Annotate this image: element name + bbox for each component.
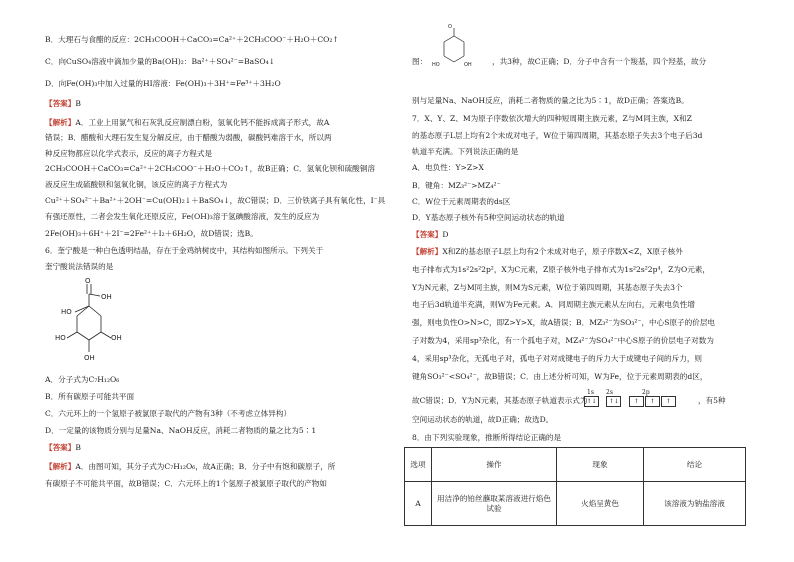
chloro-product-structure (424, 22, 484, 82)
cell-phenomenon: 火焰呈黄色 (557, 482, 644, 526)
atom-label: OH (464, 62, 472, 68)
text-line: 强，则电负性O>N>C，即Z>Y>X，故A错误；B．MZ₃²⁻为SO₃²⁻，中心S原子的价层电 (412, 318, 716, 327)
answer-line (45, 443, 81, 453)
orbital-box-2p: ↑ (645, 396, 660, 407)
text-line: 图： (412, 57, 428, 66)
option-d-line: D．Y基态原子核外有5种空间运动状态的轨道 (412, 213, 565, 222)
question-7-line: 轨道半充满。下列说法正确的是 (412, 147, 519, 156)
atom-label: O (448, 24, 452, 30)
atom-oh: OH (84, 354, 95, 362)
analysis-tag: 【解析】 (45, 462, 76, 471)
orbital-label-1s: 1s (587, 389, 594, 396)
cell-operation: 用洁净的铂丝蘸取某溶液进行焰色试验 (432, 482, 557, 526)
orbital-label-2s: 2s (606, 389, 613, 396)
quinic-acid-svg (55, 276, 135, 366)
text-line: 故C错误；D．Y为N元素，其基态原子轨道表示式为 (412, 396, 588, 405)
table-header-row (405, 448, 746, 482)
atom-oh: OH (101, 293, 112, 301)
answer-line (412, 230, 448, 240)
text-line: 液反应生成硫酸钡和氢氧化铜，该反应的离子方程式为 (45, 180, 228, 189)
answer-line (45, 99, 81, 109)
answer-tag: 【答案】 (45, 99, 76, 108)
text-line: 键角SO₃²⁻<SO₄²⁻，故B错误；C．由上述分析可知，W为Fe，位于元素周期表的d区， (412, 372, 708, 381)
text-line: 2CH₃COOH＋CaCO₃=Ca²⁺＋2CH₃COO⁻＋H₂O＋CO₂↑，故B正确；C．氢氧化钡和硫酸铜溶 (45, 164, 375, 173)
text-line: Y为N元素，Z与M同主族，则M为S元素，W位于第四周期，其基态原子失去3个 (412, 283, 683, 292)
option-c-line: C．W位于元素周期表的ds区 (412, 197, 511, 206)
text-line: 空间运动状态的轨道，故D正确；故选D。 (412, 415, 554, 424)
header-operation: 操作 (432, 448, 557, 482)
option-a-line: A．电负性：Y>Z>X (412, 163, 484, 172)
option-b-line: B．所有碳原子可能共平面 (45, 392, 135, 401)
answer-tag: 【答案】 (45, 443, 76, 452)
text-line: 有碳原子不可能共平面，故B错误；C．六元环上的1个氢原子被氯原子取代的产物如 (45, 479, 327, 488)
text-line: ，共3种，故C正确；D．分子中含有一个羧基，四个羟基，故分 (492, 57, 707, 66)
text-line: 4，采用sp³杂化，无孤电子对，孤电子对对成键电子的斥力大于成键电子间的斥力，则 (412, 354, 703, 363)
text-line: Cu²⁺＋SO₄²⁻＋Ba²⁺＋2OH⁻=Cu(OH)₂↓＋BaSO₄↓，故C错误；D．三价铁离子具有氧化性，I⁻具 (45, 196, 386, 205)
quinic-acid-structure (55, 276, 135, 366)
option-c-line: C．向CuSO₄溶液中滴加少量的Ba(OH)₂：Ba²⁺＋SO₄²⁻=BaSO₄↓ (45, 57, 276, 66)
option-b-line: B．大理石与食醋的反应：2CH₃COOH＋CaCO₃=Ca²⁺＋2CH₃COO⁻＋H₂O＋CO₂↑ (45, 35, 339, 44)
analysis-line: 【解析】A．工业上用氯气和石灰乳反应制漂白粉，氢氧化钙不能拆成离子形式，故A (45, 118, 330, 127)
text-line: 电子后3d轨道半充满，则W为Fe元素。A．同周期主族元素从左向右，元素电负性增 (412, 300, 695, 309)
text-line: 别与足量Na、NaOH反应，消耗二者物质的量之比为5∶1，故D正确；答案选B。 (412, 96, 689, 105)
orbital-box-2p: ↑ (661, 396, 676, 407)
question-7-line: 的基态原子L层上均有2个未成对电子，W位于第四周期，其基态原子失去3个电子后3d (412, 131, 703, 140)
text-line: 电子排布式为1s²2s²2p²，X为C元素，Z原子核外电子排布式为1s²2s²2p⁴，Z为O元素， (412, 265, 710, 274)
atom-oh: OH (111, 334, 122, 342)
orbital-box-2s: ↑↓ (606, 396, 621, 407)
header-phenomenon: 现象 (557, 448, 644, 482)
analysis-tag: 【解析】 (45, 118, 76, 127)
chloro-product-svg (424, 22, 484, 82)
orbital-box-1s: ↑↓ (584, 396, 599, 407)
option-a-line: A．分子式为C₇H₁₂O₆ (45, 375, 120, 384)
text-line: 错误；B．醋酸和大理石发生复分解反应，由于醋酸为弱酸，碳酸钙难溶于水，所以两 (45, 133, 332, 142)
cell-option: A (405, 482, 432, 526)
question-7-line: 7．X、Y、Z、M为原子序数依次增大的四种短周期主族元素，Z与M同主族，X和Z (412, 114, 692, 123)
question-6-line: 奎宁酸说法错误的是 (45, 262, 114, 271)
question-8-line: 8．由下列实验现象，推断所得结论正确的是 (412, 433, 562, 442)
answer-value: B (75, 443, 81, 452)
atom-label: HO (432, 62, 440, 68)
text-line: 2Fe(OH)₃＋6H⁺＋2I⁻=2Fe²⁺＋I₂＋6H₂O，故D错误；选B。 (45, 229, 258, 238)
text-line: 子对数为4，采用sp³杂化，有一个孤电子对，MZ₄²⁻为SO₄²⁻中心S原子的价层电子对数为 (412, 336, 714, 345)
option-c-line: C．六元环上的一个氢原子被氯原子取代的产物有3种（不考虑立体异构） (45, 409, 292, 418)
atom-ho: HO (61, 308, 72, 316)
answer-tag: 【答案】 (412, 230, 443, 239)
answer-value: D (442, 230, 449, 239)
experiment-table (404, 447, 746, 526)
orbital-label-2p: 2p (642, 389, 650, 396)
analysis-tag: 【解析】 (412, 247, 443, 256)
text-line: 有强还原性，二者会发生氧化还原反应，Fe(OH)₃溶于氢碘酸溶液，发生的反应为 (45, 212, 320, 221)
text-line: 种反应物都应以化学式表示，反应的离子方程式是 (45, 149, 213, 158)
header-conclusion: 结论 (644, 448, 746, 482)
header-option: 选项 (405, 448, 432, 482)
text-line: ，有5种 (698, 396, 726, 405)
option-d-line: D．向Fe(OH)₃中加入过量的HI溶液：Fe(OH)₃＋3H⁺=Fe³⁺＋3H₂O (45, 79, 281, 88)
option-d-line: D．一定量的该物质分别与足量Na、NaOH反应，消耗二者物质的量之比为5∶1 (45, 426, 317, 435)
answer-value: B (75, 99, 81, 108)
cell-conclusion: 该溶液为钠盐溶液 (644, 482, 746, 526)
table-row (405, 482, 746, 526)
analysis-line: 【解析】A．由图可知，其分子式为C₇H₁₂O₆，故A正确；B．分子中有饱和碳原子，所 (45, 462, 336, 471)
analysis-line: 【解析】X和Z的基态原子L层上均有2个未成对电子，原子序数X<Z，X原子核外 (412, 247, 683, 256)
orbital-box-2p: ↑ (629, 396, 644, 407)
atom-o: O (85, 277, 91, 285)
option-b-line: B．键角：MZ₃²⁻>MZ₄²⁻ (412, 181, 501, 190)
orbital-diagram (584, 388, 677, 407)
question-6-line: 6．奎宁酸是一种白色透明结晶，存在于金鸡纳树皮中，其结构如图所示。下列关于 (45, 246, 324, 255)
atom-ho: HO (55, 334, 66, 342)
